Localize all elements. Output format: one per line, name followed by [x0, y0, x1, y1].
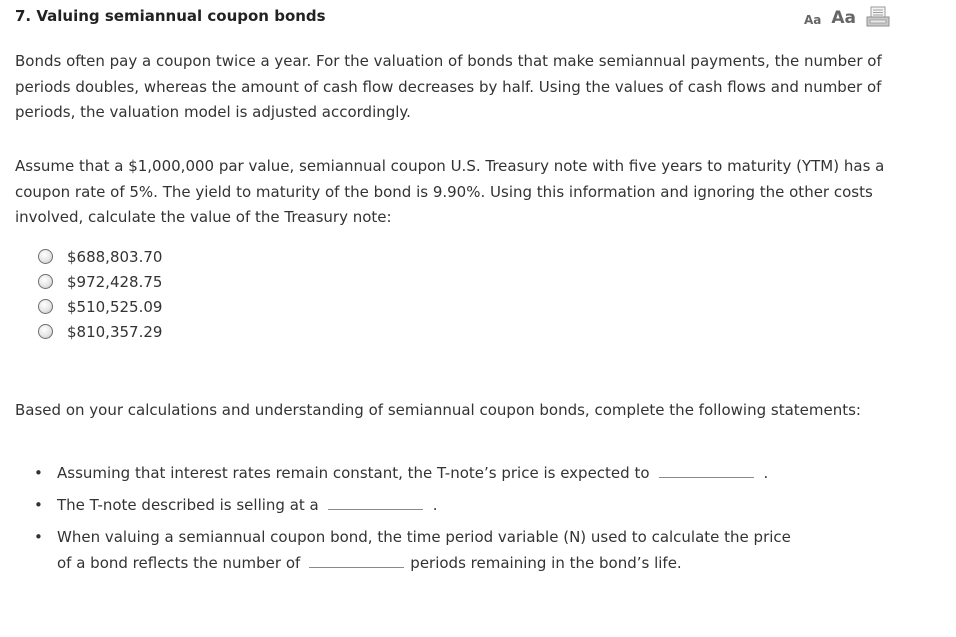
statements-intro: Based on your calculations and understanding of semiannual coupon bonds, complete the following statements: — [15, 401, 861, 419]
answer-option-2[interactable] — [38, 269, 162, 294]
answer-option-label: $510,525.09 — [67, 297, 163, 316]
statement-2-dropdown[interactable] — [328, 495, 423, 510]
answer-option-3[interactable] — [38, 294, 162, 319]
font-size-small-button[interactable]: Aa — [804, 13, 822, 27]
question-title: 7. Valuing semiannual coupon bonds — [15, 7, 326, 25]
statement-2-period: . — [432, 496, 438, 514]
answer-options — [38, 244, 162, 344]
radio-button[interactable] — [38, 249, 53, 264]
radio-button[interactable] — [38, 324, 53, 339]
statement-1-dropdown[interactable] — [659, 463, 754, 478]
answer-option-1[interactable] — [38, 244, 162, 269]
answer-option-label: $810,357.29 — [67, 322, 163, 341]
statement-3-line1: When valuing a semiannual coupon bond, the time period variable (N) used to calculate the price — [57, 528, 791, 546]
toolbar — [804, 6, 890, 28]
statement-3-after: periods remaining in the bond’s life. — [410, 554, 682, 572]
answer-option-4[interactable] — [38, 319, 162, 344]
statement-2-text: The T-note described is selling at a — [57, 496, 319, 514]
statement-1-period: . — [763, 464, 769, 482]
statement-3-dropdown[interactable] — [309, 553, 404, 568]
intro-paragraph: Bonds often pay a coupon twice a year. For the valuation of bonds that make semiannual payments, the number of periods doubles, whereas the amount of cash flow decreases by half. Using the values of cash flows and number of periods, the valuation model is adjusted accordingly. — [15, 52, 882, 121]
bullet: • — [34, 464, 43, 482]
print-icon[interactable] — [866, 6, 890, 28]
bullet: • — [34, 528, 43, 546]
statement-3 — [15, 524, 915, 576]
answer-option-label: $972,428.75 — [67, 272, 163, 291]
statement-3-text: of a bond reflects the number of — [57, 554, 301, 572]
radio-button[interactable] — [38, 299, 53, 314]
font-size-large-button[interactable]: Aa — [831, 8, 857, 28]
problem-paragraph: Assume that a $1,000,000 par value, semiannual coupon U.S. Treasury note with five years to maturity (YTM) has a coupon rate of 5%. The yield to maturity of the bond is 9.90%. Using this information and ignoring the other costs involved, calculate the value of the Treasury note: — [15, 157, 885, 226]
statement-1-text: Assuming that interest rates remain constant, the T-note’s price is expected to — [57, 464, 650, 482]
statement-2 — [15, 492, 915, 518]
answer-option-label: $688,803.70 — [67, 247, 163, 266]
radio-button[interactable] — [38, 274, 53, 289]
statement-1 — [15, 460, 915, 486]
bullet: • — [34, 496, 43, 514]
statements-list — [15, 460, 915, 576]
